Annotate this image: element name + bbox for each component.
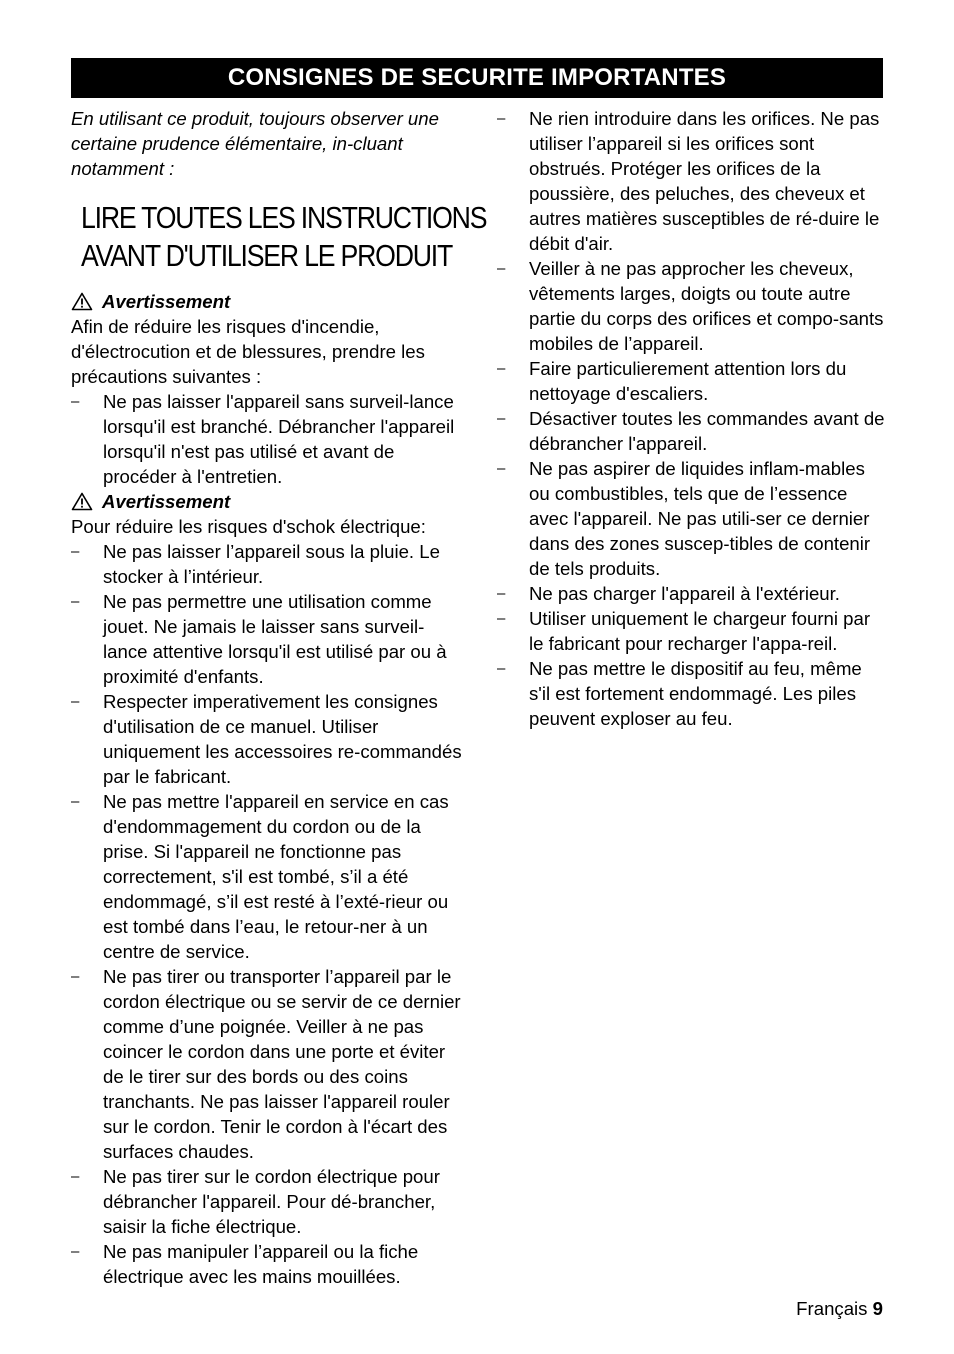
warning-title-1: Avertissement: [102, 291, 231, 312]
warning-triangle-icon: [71, 492, 93, 511]
banner-title: CONSIGNES DE SECURITE IMPORTANTES: [227, 64, 727, 91]
warning-list-2: [71, 539, 463, 1289]
right-list: [497, 106, 887, 731]
big-title-line2: AVANT D'UTILISER LE PRODUIT: [81, 238, 453, 273]
warning-text-2: Pour réduire les risques d'schok électrique:: [71, 516, 426, 537]
left-column: [71, 106, 487, 1289]
list-item: – Ne pas charger l'appareil à l'extérieur.: [497, 583, 840, 604]
warning-heading-1: [71, 289, 463, 314]
list-item: – Ne pas permettre une utilisation comme jouet. Ne jamais le laisser sans surveil-lance attentive lorsqu'il est utilisé par ou à proximité d'enfants.: [71, 591, 447, 687]
list-item: – Ne pas manipuler l’appareil ou la fiche électrique avec les mains mouillées.: [71, 1241, 419, 1287]
section-banner: [71, 58, 883, 98]
list-item: – Ne pas tirer ou transporter l’appareil par le cordon électrique ou se servir de ce dernier comme d’une poignée. Veiller à ne pas coincer le cordon dans une porte et éviter de le tirer sur des bords ou des coins tranchants. Ne pas laisser l'appareil rouler sur le cordon. Tenir le cordon à l'écart des surfaces chaudes.: [71, 966, 461, 1162]
list-item: – Veiller à ne pas approcher les cheveux, vêtements larges, doigts ou toute autre partie du corps des orifices et compo-sants mobiles de l’appareil.: [497, 258, 884, 354]
list-item: – Faire particulierement attention lors du nettoyage d'escaliers.: [497, 358, 847, 404]
warning-text-1: Afin de réduire les risques d'incendie, d'électrocution et de blessures, prendre les précautions suivantes :: [71, 316, 425, 387]
list-item: – Ne rien introduire dans les orifices. Ne pas utiliser l’appareil si les orifices sont obstrués. Protéger les orifices de la poussière, des peluches, des cheveux et autres matières susceptibles de ré-duire le débit d'air.: [497, 108, 880, 254]
list-item: – Ne pas mettre le dispositif au feu, même s'il est fortement endommagé. Les piles peuvent exploser au feu.: [497, 658, 862, 729]
big-title-line1: LIRE TOUTES LES INSTRUCTIONS: [81, 200, 487, 235]
list-item: – Ne pas aspirer de liquides inflam-mables ou combustibles, tels que de l’essence avec l'appareil. Ne pas utili-ser ce dernier dans des zones suscep-tibles de contenir de tels produits.: [497, 458, 871, 579]
list-item: – Ne pas laisser l’appareil sous la pluie. Le stocker à l’intérieur.: [71, 541, 440, 587]
list-item: – Désactiver toutes les commandes avant de débrancher l'appareil.: [497, 408, 885, 454]
warning-list-1: [71, 389, 463, 489]
page-number: 9: [872, 1298, 883, 1319]
intro-text: En utilisant ce produit, toujours observer une certaine prudence élémentaire, in-cluant notamment :: [71, 108, 439, 179]
right-column: [497, 106, 887, 731]
list-item: – Ne pas laisser l'appareil sans surveil-lance lorsqu'il est branché. Débrancher l'appareil lorsqu'il n'est pas utilisé et avant de procéder à l'entretien.: [71, 391, 455, 487]
list-item: – Respecter imperativement les consignes d'utilisation de ce manuel. Utiliser uniquement les accessoires re-commandés par le fabricant.: [71, 691, 462, 787]
footer-language: Français: [796, 1298, 868, 1319]
page-footer: [796, 1296, 883, 1321]
list-item: – Utiliser uniquement le chargeur fourni par le fabricant pour recharger l'appa-reil.: [497, 608, 871, 654]
list-item: – Ne pas tirer sur le cordon électrique pour débrancher l'appareil. Pour dé-brancher, saisir la fiche électrique.: [71, 1166, 440, 1237]
warning-triangle-icon: [71, 292, 93, 311]
read-instructions-title: [81, 199, 487, 275]
warning-title-2: Avertissement: [102, 491, 231, 512]
warning-heading-2: [71, 489, 463, 514]
list-item: – Ne pas mettre l'appareil en service en cas d'endommagement du cordon ou de la prise. Si l'appareil ne fonctionne pas correctement, s'il est tombé, s’il a été endommagé, s’il est resté à l’exté-rieur ou est tombé dans l’eau, le retour-ner à un centre de service.: [71, 791, 449, 962]
